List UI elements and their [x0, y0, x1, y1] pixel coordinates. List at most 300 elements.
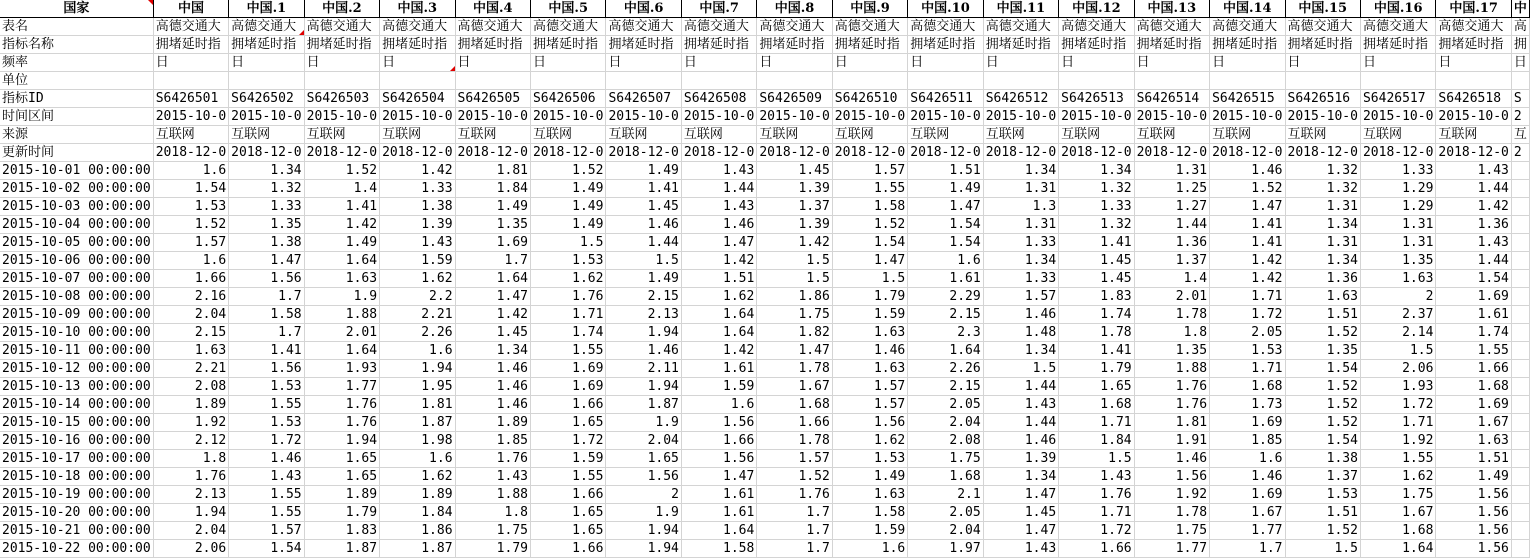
value-cell[interactable]: 2.37	[1360, 306, 1435, 324]
grid-cell[interactable]: 互联网	[983, 126, 1058, 144]
row-date-cell[interactable]: 2015-10-17 00:00:00	[0, 450, 153, 468]
value-cell[interactable]: 1.53	[1210, 342, 1285, 360]
grid-cell[interactable]	[380, 72, 455, 90]
value-cell[interactable]: 1.78	[1134, 504, 1209, 522]
value-cell[interactable]: 1.73	[1210, 396, 1285, 414]
grid-cell[interactable]	[530, 72, 605, 90]
grid-cell[interactable]: S6426504	[380, 90, 455, 108]
value-cell[interactable]: 1.43	[380, 234, 455, 252]
grid-cell[interactable]	[153, 72, 228, 90]
value-cell[interactable]: 1.5	[757, 252, 832, 270]
value-cell[interactable]: 1.49	[606, 162, 681, 180]
value-cell[interactable]: 1.54	[908, 216, 983, 234]
value-cell[interactable]: 1.55	[832, 180, 907, 198]
grid-cell[interactable]	[1285, 72, 1360, 90]
value-cell[interactable]: 1.49	[606, 270, 681, 288]
row-date-cell[interactable]: 2015-10-06 00:00:00	[0, 252, 153, 270]
grid-cell[interactable]: 2018-12-0	[1436, 144, 1511, 162]
value-cell[interactable]: 1.52	[1285, 396, 1360, 414]
grid-cell[interactable]: 互联网	[1285, 126, 1360, 144]
grid-cell[interactable]: 拥堵延时指	[681, 36, 756, 54]
value-cell[interactable]: 1.46	[983, 432, 1058, 450]
grid-cell[interactable]: 互联网	[530, 126, 605, 144]
value-cell[interactable]: 1.34	[1285, 216, 1360, 234]
value-cell[interactable]: 1.6	[681, 396, 756, 414]
value-cell[interactable]: 1.59	[530, 450, 605, 468]
value-cell[interactable]: 1.29	[1360, 180, 1435, 198]
row-date-cell[interactable]: 2015-10-09 00:00:00	[0, 306, 153, 324]
value-cell[interactable]: 1.35	[1134, 342, 1209, 360]
value-cell[interactable]: 1.7	[757, 522, 832, 540]
column-header-cell[interactable]: 中国.13	[1134, 0, 1209, 18]
grid-cell[interactable]: 高德交通大	[681, 18, 756, 36]
value-cell[interactable]: 1.79	[455, 540, 530, 558]
grid-cell[interactable]: 高德交通大	[304, 18, 379, 36]
value-cell[interactable]: 1.46	[455, 360, 530, 378]
row-date-cell[interactable]: 2015-10-22 00:00:00	[0, 540, 153, 558]
value-cell[interactable]: 1.43	[229, 468, 304, 486]
value-cell[interactable]: 1.42	[1210, 252, 1285, 270]
value-cell[interactable]: 1.56	[832, 414, 907, 432]
grid-cell[interactable]: 互联网	[832, 126, 907, 144]
value-cell[interactable]: 1.76	[455, 450, 530, 468]
value-cell[interactable]: 1.46	[1210, 162, 1285, 180]
column-header-cell[interactable]: 中国	[153, 0, 228, 18]
value-cell[interactable]: 1.68	[908, 468, 983, 486]
value-cell[interactable]: 1.65	[606, 450, 681, 468]
grid-cell[interactable]: 高德交通大	[757, 18, 832, 36]
value-cell[interactable]: 1.46	[1210, 468, 1285, 486]
value-cell[interactable]: 2.1	[908, 486, 983, 504]
value-cell[interactable]: 1.65	[304, 450, 379, 468]
value-cell[interactable]: 1.63	[832, 360, 907, 378]
value-cell[interactable]: 1.79	[304, 504, 379, 522]
value-cell[interactable]: 2	[1360, 288, 1435, 306]
value-cell[interactable]: 1.5	[832, 270, 907, 288]
value-cell[interactable]: 1.69	[455, 234, 530, 252]
value-cell[interactable]: 1.5	[1360, 342, 1435, 360]
grid-cell[interactable]: 互联网	[1134, 126, 1209, 144]
value-cell[interactable]: 1.58	[832, 198, 907, 216]
value-cell[interactable]: 1.79	[1059, 360, 1134, 378]
value-cell[interactable]: 1.42	[681, 252, 756, 270]
value-cell[interactable]: 1.47	[455, 288, 530, 306]
value-cell[interactable]: 1.52	[832, 216, 907, 234]
value-cell[interactable]: 1.55	[530, 468, 605, 486]
value-cell[interactable]: 1.71	[530, 306, 605, 324]
value-cell[interactable]: 1.33	[1360, 162, 1435, 180]
value-cell[interactable]: 1.88	[1134, 360, 1209, 378]
value-cell[interactable]: 1.77	[304, 378, 379, 396]
value-cell[interactable]: 1.5	[983, 360, 1058, 378]
value-cell[interactable]: 1.65	[304, 468, 379, 486]
value-cell[interactable]: 1.66	[530, 396, 605, 414]
column-header-cell[interactable]: 中国.17	[1436, 0, 1511, 18]
column-header-cell[interactable]: 中国.3	[380, 0, 455, 18]
grid-cell[interactable]	[1360, 72, 1435, 90]
value-cell[interactable]: 1.41	[606, 180, 681, 198]
value-cell[interactable]: 1.56	[1436, 522, 1511, 540]
value-cell[interactable]: 1.57	[757, 450, 832, 468]
value-cell[interactable]: 1.47	[229, 252, 304, 270]
grid-cell[interactable]: 拥堵延时指	[229, 36, 304, 54]
grid-cell[interactable]: 日	[304, 54, 379, 72]
grid-cell[interactable]: 日	[681, 54, 756, 72]
value-cell[interactable]: 1.32	[1285, 180, 1360, 198]
value-cell[interactable]: 1.33	[983, 270, 1058, 288]
value-cell[interactable]: 2.26	[908, 360, 983, 378]
value-cell[interactable]: 2.21	[153, 360, 228, 378]
grid-cell[interactable]: 2	[1511, 144, 1529, 162]
value-cell[interactable]: 1.61	[681, 486, 756, 504]
value-cell[interactable]: 1.52	[1210, 180, 1285, 198]
grid-cell[interactable]: S6426505	[455, 90, 530, 108]
grid-cell[interactable]: 日	[757, 54, 832, 72]
grid-cell[interactable]: 2018-12-0	[757, 144, 832, 162]
value-cell[interactable]: 1.78	[1059, 324, 1134, 342]
value-cell[interactable]: 1.63	[1285, 288, 1360, 306]
value-cell[interactable]: 1.54	[229, 540, 304, 558]
grid-cell[interactable]: 2018-12-0	[832, 144, 907, 162]
grid-cell[interactable]: 日	[1360, 54, 1435, 72]
row-date-cell[interactable]: 2015-10-16 00:00:00	[0, 432, 153, 450]
grid-cell[interactable]: 2018-12-0	[908, 144, 983, 162]
value-cell[interactable]: 1.69	[1436, 396, 1511, 414]
value-cell[interactable]: 1.45	[606, 198, 681, 216]
value-cell[interactable]: 1.84	[1059, 432, 1134, 450]
value-cell[interactable]: 1.5	[530, 234, 605, 252]
grid-cell[interactable]: 拥堵延时指	[1285, 36, 1360, 54]
value-cell[interactable]	[1511, 414, 1529, 432]
value-cell[interactable]: 1.35	[1360, 252, 1435, 270]
column-header-cell[interactable]: 中国.8	[757, 0, 832, 18]
value-cell[interactable]: 1.61	[908, 270, 983, 288]
value-cell[interactable]: 1.35	[1285, 342, 1360, 360]
value-cell[interactable]: 1.94	[606, 540, 681, 558]
grid-cell[interactable]: S6426517	[1360, 90, 1435, 108]
row-date-cell[interactable]: 2015-10-19 00:00:00	[0, 486, 153, 504]
grid-cell[interactable]: S6426509	[757, 90, 832, 108]
row-date-cell[interactable]: 2015-10-21 00:00:00	[0, 522, 153, 540]
value-cell[interactable]: 1.63	[832, 486, 907, 504]
value-cell[interactable]: 1.35	[229, 216, 304, 234]
value-cell[interactable]: 1.46	[983, 306, 1058, 324]
value-cell[interactable]: 1.85	[455, 432, 530, 450]
value-cell[interactable]: 1.71	[1210, 360, 1285, 378]
value-cell[interactable]: 1.57	[153, 234, 228, 252]
value-cell[interactable]: 1.75	[455, 522, 530, 540]
grid-cell[interactable]: 2015-10-0	[380, 108, 455, 126]
value-cell[interactable]: 1.76	[1134, 396, 1209, 414]
column-header-cell[interactable]: 中国.7	[681, 0, 756, 18]
column-header-cell[interactable]: 中国.2	[304, 0, 379, 18]
grid-cell[interactable]: 2018-12-0	[1285, 144, 1360, 162]
value-cell[interactable]: 1.51	[1285, 306, 1360, 324]
value-cell[interactable]: 1.9	[606, 414, 681, 432]
value-cell[interactable]: 1.68	[1436, 378, 1511, 396]
grid-cell[interactable]: 拥堵延时指	[1360, 36, 1435, 54]
value-cell[interactable]: 1.66	[1059, 540, 1134, 558]
grid-cell[interactable]: 日	[380, 54, 455, 72]
value-cell[interactable]: 1.53	[229, 414, 304, 432]
value-cell[interactable]: 1.55	[229, 486, 304, 504]
value-cell[interactable]: 1.75	[908, 450, 983, 468]
value-cell[interactable]: 1.9	[606, 504, 681, 522]
value-cell[interactable]: 1.35	[455, 216, 530, 234]
value-cell[interactable]: 1.98	[380, 432, 455, 450]
value-cell[interactable]: 1.47	[983, 486, 1058, 504]
value-cell[interactable]: 1.66	[1436, 360, 1511, 378]
value-cell[interactable]: 1.89	[455, 414, 530, 432]
row-date-cell[interactable]: 2015-10-13 00:00:00	[0, 378, 153, 396]
grid-cell[interactable]: 拥堵延时指	[832, 36, 907, 54]
value-cell[interactable]: 1.33	[983, 234, 1058, 252]
value-cell[interactable]: 1.56	[1436, 540, 1511, 558]
corner-header-cell[interactable]: 国家	[0, 0, 153, 18]
value-cell[interactable]: 1.37	[757, 198, 832, 216]
row-label-cell[interactable]: 表名	[0, 18, 153, 36]
grid-cell[interactable]: 2015-10-0	[229, 108, 304, 126]
grid-cell[interactable]: 日	[606, 54, 681, 72]
grid-cell[interactable]: 2018-12-0	[1210, 144, 1285, 162]
value-cell[interactable]	[1511, 342, 1529, 360]
value-cell[interactable]: 1.56	[1134, 468, 1209, 486]
value-cell[interactable]: 1.89	[380, 486, 455, 504]
value-cell[interactable]: 1.32	[1059, 216, 1134, 234]
value-cell[interactable]: 2.04	[153, 522, 228, 540]
value-cell[interactable]: 1.88	[455, 486, 530, 504]
grid-cell[interactable]	[606, 72, 681, 90]
row-date-cell[interactable]: 2015-10-05 00:00:00	[0, 234, 153, 252]
value-cell[interactable]: 2.01	[304, 324, 379, 342]
grid-cell[interactable]: 拥堵延时指	[757, 36, 832, 54]
value-cell[interactable]: 1.52	[304, 162, 379, 180]
column-header-cell[interactable]: 中国.1	[229, 0, 304, 18]
value-cell[interactable]: 1.84	[455, 180, 530, 198]
grid-cell[interactable]: 2015-10-0	[757, 108, 832, 126]
value-cell[interactable]: 2.01	[1134, 288, 1209, 306]
grid-cell[interactable]: 高德交通大	[606, 18, 681, 36]
grid-cell[interactable]: S6426511	[908, 90, 983, 108]
value-cell[interactable]: 2.06	[1360, 360, 1435, 378]
value-cell[interactable]: 1.6	[832, 540, 907, 558]
value-cell[interactable]: 1.69	[1436, 288, 1511, 306]
grid-cell[interactable]: 2018-12-0	[455, 144, 530, 162]
value-cell[interactable]: 1.72	[1360, 396, 1435, 414]
value-cell[interactable]: 1.53	[1285, 486, 1360, 504]
value-cell[interactable]: 1.41	[1059, 342, 1134, 360]
value-cell[interactable]: 2.04	[908, 414, 983, 432]
grid-cell[interactable]: 互联网	[681, 126, 756, 144]
value-cell[interactable]: 1.54	[153, 180, 228, 198]
value-cell[interactable]: 1.57	[983, 288, 1058, 306]
value-cell[interactable]	[1511, 396, 1529, 414]
grid-cell[interactable]: S6426516	[1285, 90, 1360, 108]
value-cell[interactable]: 1.54	[1436, 270, 1511, 288]
value-cell[interactable]: 1.78	[757, 360, 832, 378]
value-cell[interactable]: 1.46	[681, 216, 756, 234]
grid-cell[interactable]: 互联网	[908, 126, 983, 144]
value-cell[interactable]: 1.6	[153, 252, 228, 270]
value-cell[interactable]: 1.42	[380, 162, 455, 180]
value-cell[interactable]: 1.66	[757, 414, 832, 432]
value-cell[interactable]: 1.56	[681, 414, 756, 432]
value-cell[interactable]: 1.76	[757, 486, 832, 504]
grid-cell[interactable]: 日	[908, 54, 983, 72]
value-cell[interactable]: 1.77	[1210, 522, 1285, 540]
value-cell[interactable]: 1.55	[1436, 342, 1511, 360]
grid-cell[interactable]	[1436, 72, 1511, 90]
grid-cell[interactable]: 高德交通大	[455, 18, 530, 36]
row-label-cell[interactable]: 更新时间	[0, 144, 153, 162]
grid-cell[interactable]: 2018-12-0	[304, 144, 379, 162]
value-cell[interactable]: 1.3	[983, 198, 1058, 216]
value-cell[interactable]: 1.63	[832, 324, 907, 342]
value-cell[interactable]: 1.34	[229, 162, 304, 180]
value-cell[interactable]: 1.71	[1210, 288, 1285, 306]
value-cell[interactable]: 1.46	[1134, 450, 1209, 468]
value-cell[interactable]: 1.66	[153, 270, 228, 288]
value-cell[interactable]: 2.16	[153, 288, 228, 306]
value-cell[interactable]: 1.94	[606, 324, 681, 342]
row-date-cell[interactable]: 2015-10-14 00:00:00	[0, 396, 153, 414]
value-cell[interactable]: 1.37	[1134, 252, 1209, 270]
value-cell[interactable]	[1511, 216, 1529, 234]
grid-cell[interactable]: 2015-10-0	[1360, 108, 1435, 126]
grid-cell[interactable]	[1511, 72, 1529, 90]
value-cell[interactable]: 1.86	[380, 522, 455, 540]
value-cell[interactable]: 1.56	[1436, 486, 1511, 504]
value-cell[interactable]: 1.32	[1059, 180, 1134, 198]
value-cell[interactable]: 1.58	[229, 306, 304, 324]
value-cell[interactable]: 1.57	[832, 396, 907, 414]
value-cell[interactable]	[1511, 486, 1529, 504]
value-cell[interactable]: 1.6	[1210, 450, 1285, 468]
grid-cell[interactable]: 2015-10-0	[530, 108, 605, 126]
value-cell[interactable]: 1.56	[1436, 504, 1511, 522]
value-cell[interactable]: 1.49	[1436, 468, 1511, 486]
value-cell[interactable]	[1511, 234, 1529, 252]
grid-cell[interactable]: S6426515	[1210, 90, 1285, 108]
value-cell[interactable]: 1.31	[983, 180, 1058, 198]
value-cell[interactable]: 1.31	[1360, 216, 1435, 234]
value-cell[interactable]	[1511, 270, 1529, 288]
value-cell[interactable]: 1.68	[1210, 378, 1285, 396]
value-cell[interactable]: 1.34	[1285, 252, 1360, 270]
value-cell[interactable]: 1.59	[832, 522, 907, 540]
grid-cell[interactable]: 高德交通大	[832, 18, 907, 36]
value-cell[interactable]: 2.05	[1210, 324, 1285, 342]
value-cell[interactable]: 2.2	[380, 288, 455, 306]
value-cell[interactable]: 1.43	[681, 162, 756, 180]
value-cell[interactable]: 1.65	[530, 414, 605, 432]
value-cell[interactable]: 1.45	[757, 162, 832, 180]
value-cell[interactable]: 1.87	[380, 540, 455, 558]
value-cell[interactable]: 1.47	[681, 234, 756, 252]
value-cell[interactable]: 1.81	[380, 396, 455, 414]
grid-cell[interactable]: 拥堵延时指	[1210, 36, 1285, 54]
value-cell[interactable]: 1.75	[1360, 486, 1435, 504]
value-cell[interactable]: 1.42	[681, 342, 756, 360]
grid-cell[interactable]	[908, 72, 983, 90]
value-cell[interactable]: 1.85	[1210, 432, 1285, 450]
value-cell[interactable]: 1.41	[304, 198, 379, 216]
value-cell[interactable]: 1.43	[1436, 162, 1511, 180]
value-cell[interactable]: 1.68	[1059, 396, 1134, 414]
grid-cell[interactable]: 2018-12-0	[606, 144, 681, 162]
value-cell[interactable]: 2.13	[153, 486, 228, 504]
value-cell[interactable]: 1.79	[832, 288, 907, 306]
value-cell[interactable]: 1.69	[530, 360, 605, 378]
grid-cell[interactable]: 日	[832, 54, 907, 72]
value-cell[interactable]: 1.64	[455, 270, 530, 288]
value-cell[interactable]: 1.68	[1360, 522, 1435, 540]
value-cell[interactable]: 1.9	[304, 288, 379, 306]
grid-cell[interactable]: S6426514	[1134, 90, 1209, 108]
value-cell[interactable]: 1.69	[1210, 414, 1285, 432]
value-cell[interactable]: 1.57	[832, 162, 907, 180]
value-cell[interactable]: 1.39	[983, 450, 1058, 468]
value-cell[interactable]: 1.47	[1210, 198, 1285, 216]
value-cell[interactable]	[1511, 306, 1529, 324]
value-cell[interactable]: 1.76	[530, 288, 605, 306]
value-cell[interactable]: 1.54	[832, 234, 907, 252]
value-cell[interactable]: 2.05	[908, 396, 983, 414]
value-cell[interactable]: 1.93	[304, 360, 379, 378]
row-label-cell[interactable]: 频率	[0, 54, 153, 72]
grid-cell[interactable]: 拥堵延时指	[304, 36, 379, 54]
grid-cell[interactable]: 2015-10-0	[606, 108, 681, 126]
grid-cell[interactable]: 2018-12-0	[380, 144, 455, 162]
value-cell[interactable]: 1.91	[1134, 432, 1209, 450]
value-cell[interactable]: 1.63	[304, 270, 379, 288]
value-cell[interactable]: 1.62	[832, 432, 907, 450]
value-cell[interactable]: 1.34	[983, 468, 1058, 486]
value-cell[interactable]: 2.12	[153, 432, 228, 450]
grid-cell[interactable]: 2015-10-0	[455, 108, 530, 126]
grid-cell[interactable]: 互联网	[1436, 126, 1511, 144]
grid-cell[interactable]: 拥堵延时指	[1436, 36, 1511, 54]
value-cell[interactable]: 1.65	[1059, 378, 1134, 396]
value-cell[interactable]: 2.29	[908, 288, 983, 306]
value-cell[interactable]: 1.42	[757, 234, 832, 252]
value-cell[interactable]: 1.51	[908, 162, 983, 180]
value-cell[interactable]: 2.15	[606, 288, 681, 306]
value-cell[interactable]: 1.82	[757, 324, 832, 342]
row-label-cell[interactable]: 时间区间	[0, 108, 153, 126]
grid-cell[interactable]: 高德交通大	[229, 18, 304, 36]
grid-cell[interactable]: 高	[1511, 18, 1529, 36]
value-cell[interactable]: 2.04	[606, 432, 681, 450]
grid-cell[interactable]: 日	[1134, 54, 1209, 72]
row-date-cell[interactable]: 2015-10-07 00:00:00	[0, 270, 153, 288]
value-cell[interactable]: 1.46	[455, 396, 530, 414]
value-cell[interactable]: 1.46	[606, 216, 681, 234]
value-cell[interactable]: 1.39	[380, 216, 455, 234]
grid-cell[interactable]: 互联网	[1210, 126, 1285, 144]
value-cell[interactable]: 1.33	[1059, 198, 1134, 216]
grid-cell[interactable]: 日	[153, 54, 228, 72]
grid-cell[interactable]: 互联网	[153, 126, 228, 144]
value-cell[interactable]: 1.31	[1285, 198, 1360, 216]
value-cell[interactable]: 1.34	[983, 252, 1058, 270]
grid-cell[interactable]: 2	[1511, 108, 1529, 126]
value-cell[interactable]: 1.47	[757, 342, 832, 360]
value-cell[interactable]: 1.66	[530, 486, 605, 504]
value-cell[interactable]: 1.6	[153, 162, 228, 180]
value-cell[interactable]: 1.92	[1360, 432, 1435, 450]
value-cell[interactable]	[1511, 378, 1529, 396]
